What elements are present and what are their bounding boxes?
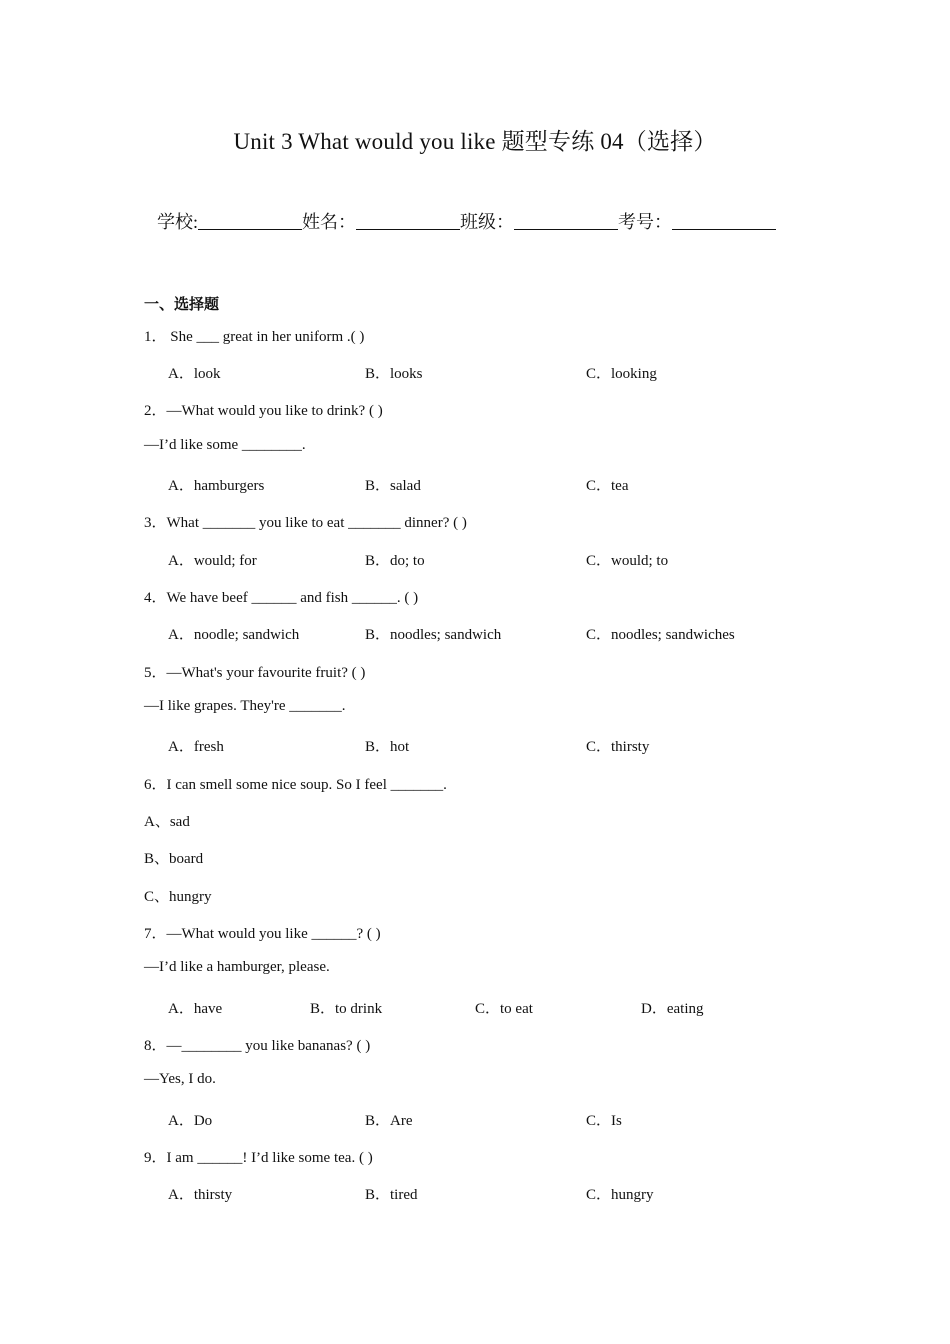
question-4-stem: 4．We have beef ______ and fish ______. ( ) xyxy=(144,590,419,606)
question-3-option-c: C．would; to xyxy=(586,553,669,569)
question-1-stem: 1． She ___ great in her uniform .( ) xyxy=(144,329,365,345)
question-4-option-b: B．noodles; sandwich xyxy=(365,627,502,643)
question-8-option-a: A．Do xyxy=(168,1113,213,1129)
page-title: Unit 3 What would you like 题型专练 04（选择） xyxy=(233,129,717,154)
question-2-option-c: C．tea xyxy=(586,478,629,494)
question-8-stem: 8．—________ you like bananas? ( ) xyxy=(144,1038,371,1054)
question-6-option-b: B、board xyxy=(144,851,204,867)
school-label: 学校: xyxy=(157,212,199,232)
question-7-response: —I’d like a hamburger, please. xyxy=(144,959,330,975)
question-9-stem: 9．I am ______! I’d like some tea. ( ) xyxy=(144,1150,373,1166)
question-7-option-a: A．have xyxy=(168,1001,223,1017)
question-1-option-b: B．looks xyxy=(365,366,423,382)
question-6-option-c: C、hungry xyxy=(144,889,212,905)
question-7-option-b: B．to drink xyxy=(310,1001,383,1017)
name-blank xyxy=(356,215,460,230)
question-7-option-d: D．eating xyxy=(641,1001,704,1017)
question-8-option-c: C．Is xyxy=(586,1113,622,1129)
section-heading: 一、选择题 xyxy=(144,295,220,313)
question-5-option-b: B．hot xyxy=(365,739,410,755)
question-3-option-a: A．would; for xyxy=(168,553,257,569)
question-4-option-c: C．noodles; sandwiches xyxy=(586,627,735,643)
question-5-option-c: C．thirsty xyxy=(586,739,650,755)
question-7-option-c: C．to eat xyxy=(475,1001,533,1017)
question-9-option-c: C．hungry xyxy=(586,1187,654,1203)
school-blank xyxy=(198,215,302,230)
question-2-response: —I’d like some ________. xyxy=(144,437,306,453)
question-2-stem: 2．—What would you like to drink? ( ) xyxy=(144,403,383,419)
question-5-response: —I like grapes. They're _______. xyxy=(144,698,346,714)
question-6-stem: 6．I can smell some nice soup. So I feel _______. xyxy=(144,777,447,793)
question-3-stem: 3．What _______ you like to eat _______ dinner? ( ) xyxy=(144,515,467,531)
question-5-option-a: A．fresh xyxy=(168,739,224,755)
question-9-option-b: B．tired xyxy=(365,1187,418,1203)
question-8-response: —Yes, I do. xyxy=(144,1071,216,1087)
question-2-option-b: B．salad xyxy=(365,478,421,494)
student-info-line xyxy=(157,208,776,234)
question-5-stem: 5．—What's your favourite fruit? ( ) xyxy=(144,665,366,681)
class-blank xyxy=(514,215,618,230)
question-1-option-c: C．looking xyxy=(586,366,657,382)
question-6-option-a: A、sad xyxy=(144,814,190,830)
question-8-option-b: B．Are xyxy=(365,1113,413,1129)
question-9-option-a: A．thirsty xyxy=(168,1187,233,1203)
question-2-option-a: A．hamburgers xyxy=(168,478,265,494)
exam-number-blank xyxy=(672,215,776,230)
question-1-option-a: A．look xyxy=(168,366,221,382)
question-3-option-b: B．do; to xyxy=(365,553,425,569)
question-4-option-a: A．noodle; sandwich xyxy=(168,627,300,643)
question-7-stem: 7．—What would you like ______? ( ) xyxy=(144,926,381,942)
class-label: 班级： xyxy=(460,212,515,232)
name-label: 姓名： xyxy=(302,212,357,232)
exam-number-label: 考号： xyxy=(618,212,673,232)
